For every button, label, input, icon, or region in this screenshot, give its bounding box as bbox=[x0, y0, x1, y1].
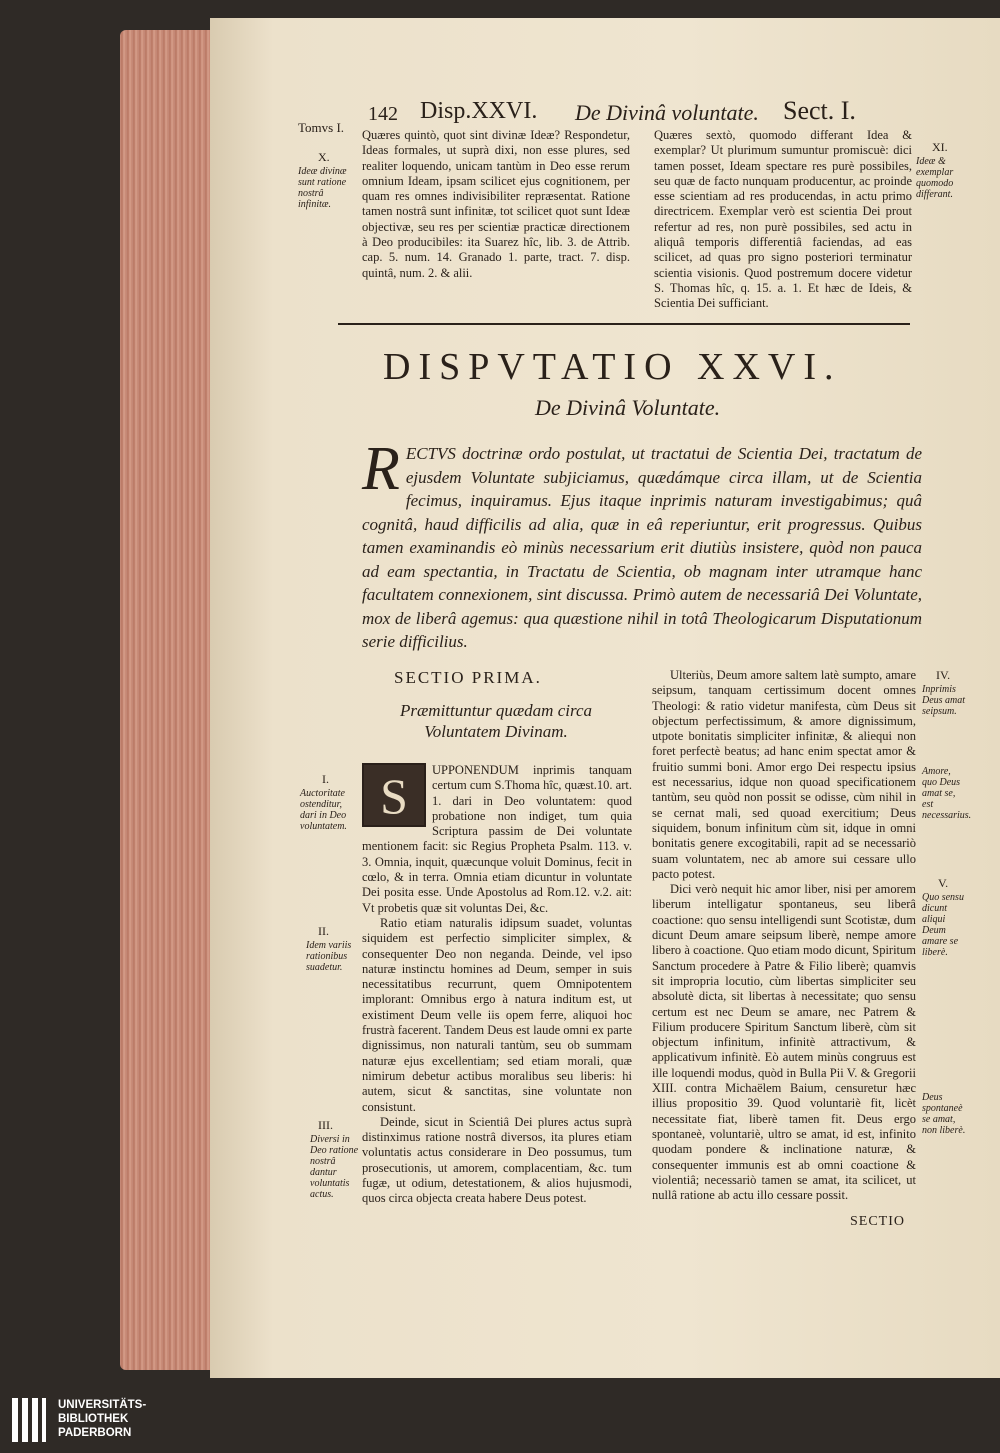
library-name-line2: BIBLIOTHEK bbox=[58, 1413, 129, 1425]
intro-text: ECTVS doctrinæ ordo postulat, ut tractatui de Scientia Dei, tractatum de ejusdem Voluntate subjiciamus, quædámque circa illam, ut de Scientia fecimus, inquiramus. Ejus itaque inprimis naturam investigabimus; quâ cognitâ, haud difficilis ad alia, quæ in eâ reperiuntur, erit progressus. Quibus tamen examinandis eò minùs necessarium erit diutiùs insistere, quòd non pauca ad eam spectantia, in Tractatu de Scientia, ob magnam inter utramque hanc facultatem connexionem, sint discussa. Primò autem de necessariâ Dei Voluntate, mox de liberâ agemus: qua quæstione nihil in totâ Theologicarum Disputationum serie difficilius. bbox=[362, 444, 922, 651]
paragraph-quaeres-sexto: Quæres sextò, quomodo differant Idea & exemplar? Ut plurimum sumuntur promiscuè: dici tamen posset, Ideam spectare res purè possibiles, seu quæ de facto nunquam producentur, ac proinde esse scientiam ad res producendas, in actu primo directricem. Exemplar verò est scientia Dei prout refertur ad res, non purè possibiles, sed actu in aliquâ temporis differentiâ faciendas, ad eas scilicet, ad quas pro signo posteriori terminatur scientia visionis. Quod postremum docere videtur S. Thomas hîc, q. 15. a. 1. Et hæc de Ideis, & Scientia Dei sufficiant. bbox=[654, 128, 912, 311]
page-number: 142 bbox=[368, 103, 398, 125]
library-name-line3: PADERBORN bbox=[58, 1427, 132, 1439]
paragraph-dici-vero: Dici verò nequit hic amor liber, nisi per amorem liberum intelligatur spontaneus, seu liberâ coactione: quo sensu intelligendi sunt Scotistæ, dum dicunt Deum amare seipsum liberè, nempe amore libero à coactione. Quo etiam modo dicunt, Spiritum Sanctum procedere à Patre & Filio liberè; quamvis sit impropria locutio, cùm libertas simpliciter seu absolutè dicta, sit libertas à necessitate; quo sensu certum est nec Deum se amare, nec Patrem & Filium producere Spiritum Sanctum liberè, cùm sit objectum infinitum, infinitè attractivum, & applicativum infinitè. Eò autem minùs congruus est ille loquendi modus, quòd in Bulla Pii V. & Gregorii XIII. contra Michaëlem Baium, censuretur hæc illius propositio 39. Quod voluntariè fit, licèt necessitate fiat, liberè tamen fit. Deus ergo spontaneè, voluntariè, ultro se amat, id est, infinito quodam pondere & inclinatione naturæ, & consequenter immunis est ab omni coactione & violentiâ; necessariò tamen se amat, ita scilicet, ut nullâ ratione ab actu illo cessare possit. bbox=[652, 882, 916, 1203]
running-disputation: Disp.XXVI. bbox=[420, 98, 538, 124]
margin-number-x: X. bbox=[318, 150, 330, 164]
margin-note-i: Auctoritate ostenditur, dari in Deo voluntatem. bbox=[300, 788, 347, 832]
tomus-label: Tomvs I. bbox=[298, 120, 345, 135]
margin-note-amor: Amore, quo Deus amat se, est necessarius. bbox=[922, 766, 972, 821]
paragraph-supponendum: UPPONENDUM inprimis tanquam certum cum S.Thoma hîc, quæst.10. art. 1. dari in Deo voluntatem: quod probatione non indiget, tum quia Scriptura passim de Dei voluntate mentionem facit: sic Regius Propheta Psalm. 113. v. 3. Omnia, inquit, quæcunque voluit Dominus, fecit in cœlo, & in terra. Omnia etiam dicuntur in voluntate Dei posita esse. Unde Apostolus ad Rom.12. v.2. ait: Vt probetis quæ sit voluntas Dei, &c. bbox=[362, 763, 632, 915]
section-rule bbox=[338, 323, 910, 325]
left-column bbox=[362, 763, 632, 1207]
right-column bbox=[652, 668, 916, 1203]
library-emblem-icon bbox=[10, 1396, 48, 1444]
drop-cap-s: S bbox=[362, 763, 426, 827]
intro-paragraph bbox=[362, 435, 922, 654]
margin-note-xi: Ideæ & exemplar quomodo differant. bbox=[916, 156, 954, 200]
disputation-title: DISPVTATIO XXVI. bbox=[383, 346, 842, 388]
paragraph-ulterius: Ulteriùs, Deum amore saltem latè sumpto, amare seipsum, tanquam certissimum docent omnes Theologi: & ratio videtur manifesta, cùm Deus sit objectum perfectissimum, & amore dignissimum, utpote bonitatis simpliciter infinitæ, & aliequi non foret perfectè beatus; ad hanc enim spectat amor & fruitio summi boni. Amor ergo Dei respectu ipsius est necessarius, idque non quoad specificationem tantùm, seu quòd non possit se odisse, cùm nihil in se cernat mali, sed quoad exercitium; Deus siquidem, bonum infinitum cùm sit, idque in omni bonitatis genere excogitabili, rapit ad se necessariò suam voluntatem, nec ab amore sui cessare ullo pacto potest. bbox=[652, 668, 916, 881]
margin-note-spontanee: Deus spontaneè se amat, non liberè. bbox=[922, 1092, 966, 1136]
library-name-line1: UNIVERSITÄTS- bbox=[58, 1399, 147, 1411]
margin-number-iii: III. bbox=[318, 1118, 333, 1132]
margin-number-xi: XI. bbox=[932, 140, 948, 154]
margin-note-iv: Inprimis Deus amat seipsum. bbox=[922, 684, 966, 717]
margin-note-v: Quo sensu dicunt aliqui Deum amare se liberè. bbox=[922, 892, 964, 958]
paragraph-deinde: Deinde, sicut in Scientiâ Dei plures actus suprà distinximus ratione nostrâ diversos, ita plures etiam voluntatis actus considerare in Deo possumus, tum prosecutionis, ut amorem, complacentiam, &c. tum fugæ, ut odium, detestationem, & alios hujusmodi, quos circa objecta creata habere Deus potest. bbox=[362, 1114, 632, 1206]
disputation-subtitle: De Divinâ Voluntate. bbox=[535, 395, 721, 420]
book-fore-edge bbox=[120, 30, 215, 1370]
margin-note-iii: Diversi in Deo ratione nostrâ dantur voluntatis actus. bbox=[310, 1134, 359, 1200]
margin-note-ii: Idem variis rationibus suadetur. bbox=[306, 940, 352, 973]
drop-cap-r: R bbox=[362, 435, 400, 503]
margin-number-iv: IV. bbox=[936, 668, 951, 682]
section-heading: SECTIO PRIMA. bbox=[394, 668, 542, 687]
running-section: Sect. I. bbox=[783, 96, 856, 125]
running-subject: De Divinâ voluntate. bbox=[575, 100, 759, 125]
margin-number-i: I. bbox=[322, 772, 329, 786]
section-subheading: Præmittuntur quædam circa Voluntatem Divinam. bbox=[399, 701, 593, 741]
margin-note-x: Ideæ divinæ sunt ratione nostrâ infinitæ. bbox=[298, 166, 347, 210]
paragraph-quaeres-quinto: Quæres quintò, quot sint divinæ Ideæ? Respondetur, Ideas formales, ut suprà dixi, non esse plures, sed realiter loquendo, unicam tantùm in Deo esse rerum omnium Ideam, ipsam scilicet ejus cognitionem, per quam res omnes indivisibiliter repræsentat. Ratione tamen nostrâ sunt infinitæ, tot scilicet quot sunt Ideæ objectivæ, seu res per scientiæ practicæ directionem à Deo producibiles: ita Suarez hîc, lib. 3. de Attrib. cap. 5. num. 14. Granado 1. parte, tract. 7. disp. quintâ, num. 2. & alii. bbox=[362, 128, 630, 280]
margin-number-v: V. bbox=[938, 876, 949, 890]
margin-number-ii: II. bbox=[318, 924, 329, 938]
library-logo bbox=[0, 1392, 220, 1453]
paragraph-ratio-naturalis: Ratio etiam naturalis idipsum suadet, voluntas siquidem est perfectio simpliciter simplex, & consequenter Deo non neganda. Deinde, vel ipso naturæ instinctu homines ad Deum, semper in suis necessitatibus recurrunt, quem Omnipotentem implorant: Omnibus ergo à natura inditum est, ut existiment Deum velle iis opem ferre, aliquoi hoc frustrà facerent. Tandem Deus est laude omni ex parte dignissimus, non naturali tantùm, seu ob summam naturæ ejus excellentiam; sed etiam morali, quæ nimirum debetur actibus moralibus seu liberis: hi autem, sicut & sanctitas, sine voluntate non consistunt. bbox=[362, 915, 632, 1114]
catchword: SECTIO bbox=[850, 1214, 905, 1229]
